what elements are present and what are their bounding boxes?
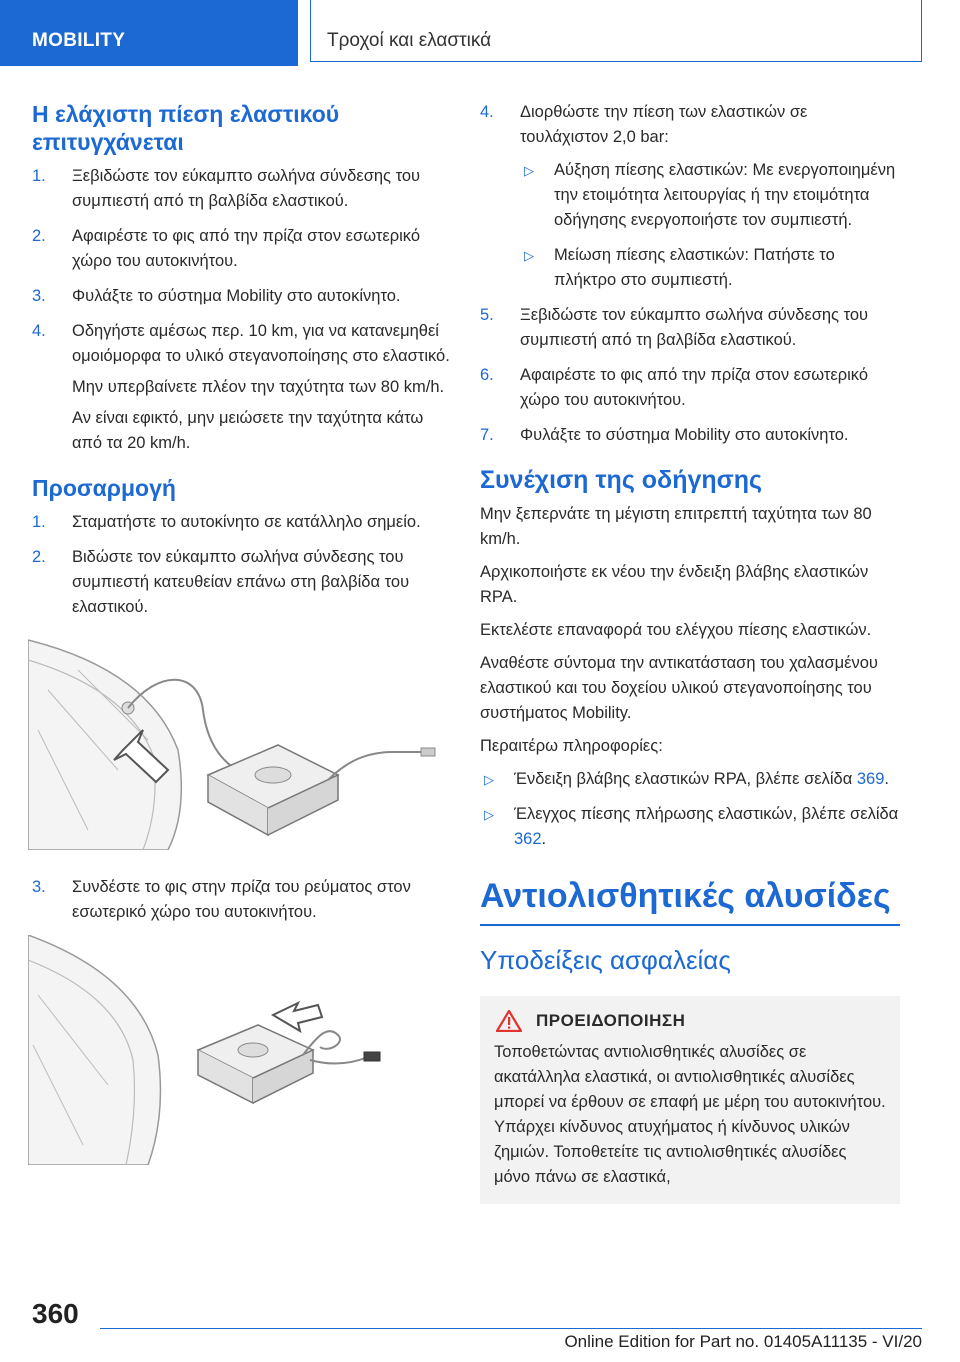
- reference-item: [480, 802, 900, 852]
- step-text: Ξεβιδώστε τον εύκαμπτο σωλήνα σύνδεσης του συμπιεστή από τη βαλβίδα ελαστικού.: [520, 306, 869, 349]
- illustration-power-socket: [28, 935, 448, 1170]
- step-number: 1.: [32, 513, 46, 531]
- warning-box: [480, 996, 900, 1204]
- page-link[interactable]: 369: [856, 770, 885, 788]
- list-item: [32, 875, 452, 925]
- bullet-item: [520, 243, 900, 293]
- list-item: [480, 100, 900, 293]
- step-number: 3.: [32, 878, 46, 896]
- paragraph: Εκτελέστε επαναφορά του ελέγχου πίεσης ελαστικών.: [480, 621, 872, 639]
- list-item: [32, 164, 452, 214]
- heading-snow-chains: Αντιολισθητικές αλυσίδες: [480, 877, 891, 915]
- section-tab[interactable]: MOBILITY: [0, 0, 298, 66]
- step-number: 1.: [32, 167, 46, 185]
- step-text: Συνδέστε το φις στην πρίζα του ρεύματος στον εσωτερικό χώρο του αυτοκινήτου.: [72, 878, 411, 921]
- list-item: [480, 423, 900, 448]
- heading-min-pressure: Η ελάχιστη πίεση ελαστικού επιτυγχάνεται: [32, 101, 340, 155]
- reference-end: .: [884, 770, 889, 788]
- steps-list-1: [32, 164, 452, 456]
- reference-text: Έλεγχος πίεσης πλήρωσης ελαστικών, βλέπε σελίδα: [514, 805, 899, 823]
- step-text: Οδηγήστε αμέσως περ. 10 km, για να κατανεμηθεί ομοιόμορφα το υλικό στεγανοποίησης στο ελαστικό.: [72, 322, 450, 365]
- warning-triangle-icon: [496, 1010, 522, 1032]
- step-text: Αφαιρέστε το φις από την πρίζα στον εσωτερικό χώρο του αυτοκινήτου.: [520, 366, 868, 409]
- bullet-item: [520, 158, 900, 233]
- reference-item: [480, 767, 900, 792]
- bullet-text: Μείωση πίεσης ελαστικών: Πατήστε το πλήκτρο στο συμπιεστή.: [554, 246, 835, 289]
- step-number: 4.: [32, 322, 46, 340]
- list-item: [32, 224, 452, 274]
- steps-list-2: [32, 510, 452, 620]
- list-item: [480, 303, 900, 353]
- illustration-valve-connection: [28, 630, 448, 855]
- step-note: Μην υπερβαίνετε πλέον την ταχύτητα των 80 km/h.: [72, 378, 445, 396]
- step-text: Φυλάξτε το σύστημα Mobility στο αυτοκίνητο.: [72, 287, 401, 305]
- warning-title: ΠΡΟΕΙΔΟΠΟΙΗΣΗ: [536, 1011, 686, 1030]
- heading-continue-driving: Συνέχιση της οδήγησης: [480, 466, 763, 494]
- bullet-text: Αύξηση πίεσης ελαστικών: Με ενεργοποιημένη την ετοιμότητα λειτουργίας ή την ετοιμότητα οδήγησης ενεργοποιήστε τον συμπιεστή.: [554, 161, 896, 229]
- list-item: [32, 545, 452, 620]
- chapter-title: Τροχοί και ελαστικά: [310, 0, 922, 62]
- left-column: [32, 100, 452, 1190]
- step-text: Ξεβιδώστε τον εύκαμπτο σωλήνα σύνδεσης του συμπιεστή από τη βαλβίδα ελαστικού.: [72, 167, 421, 210]
- footer-edition: Online Edition for Part no. 01405A11135 - VI/20: [564, 1332, 922, 1351]
- triangle-bullet-icon: ▷: [484, 772, 494, 787]
- page-header: [0, 0, 960, 66]
- sub-bullets: [520, 158, 900, 293]
- footer-divider: [100, 1328, 922, 1329]
- step-text: Αφαιρέστε το φις από την πρίζα στον εσωτερικό χώρο του αυτοκινήτου.: [72, 227, 420, 270]
- step-number: 2.: [32, 227, 46, 245]
- step-text: Διορθώστε την πίεση των ελαστικών σε τουλάχιστον 2,0 bar:: [520, 103, 808, 146]
- reference-text: Ένδειξη βλάβης ελαστικών RPA, βλέπε σελίδα: [514, 770, 857, 788]
- triangle-bullet-icon: ▷: [484, 807, 494, 822]
- step-number: 2.: [32, 548, 46, 566]
- reference-list: [480, 767, 900, 852]
- warning-header: [494, 1010, 886, 1032]
- triangle-bullet-icon: ▷: [524, 248, 534, 263]
- paragraph: Μην ξεπερνάτε τη μέγιστη επιτρεπτή ταχύτητα των 80 km/h.: [480, 505, 872, 548]
- warning-text: Τοποθετώντας αντιολισθητικές αλυσίδες σε ακατάλληλα ελαστικά, οι αντιολισθητικές αλυσίδες μπορεί να έρθουν σε επαφή με μέρη του αυτοκινήτου. Υπάρχει κίνδυνος ατυχήματος ή κίνδυνος υλικών ζημιών. Τοποθετείτε τις αντιολισθητικές αλυσίδες μόνο πάνω σε ελαστικά,: [494, 1043, 886, 1186]
- heading-safety-notes: Υποδείξεις ασφαλείας: [480, 945, 731, 975]
- paragraph: Περαιτέρω πληροφορίες:: [480, 737, 663, 755]
- step-number: 7.: [480, 426, 494, 444]
- paragraph: Αρχικοποιήστε εκ νέου την ένδειξη βλάβης ελαστικών RPA.: [480, 563, 869, 606]
- paragraph: Αναθέστε σύντομα την αντικατάσταση του χαλασμένου ελαστικού και του δοχείου υλικού στεγανοποίησης του συστήματος Mobility.: [480, 654, 878, 722]
- step-number: 6.: [480, 366, 494, 384]
- step-text: Βιδώστε τον εύκαμπτο σωλήνα σύνδεσης του συμπιεστή κατευθείαν επάνω στη βαλβίδα του ελαστικού.: [72, 548, 410, 616]
- step-text: Σταματήστε το αυτοκίνητο σε κατάλληλο σημείο.: [72, 513, 421, 531]
- right-column: [480, 100, 900, 1204]
- step-text: Φυλάξτε το σύστημα Mobility στο αυτοκίνητο.: [520, 426, 849, 444]
- list-item: [32, 510, 452, 535]
- reference-end: .: [541, 830, 547, 848]
- page-link[interactable]: 362: [514, 830, 542, 848]
- step-note: Αν είναι εφικτό, μην μειώσετε την ταχύτητα κάτω από τα 20 km/h.: [72, 409, 424, 452]
- list-item: [480, 363, 900, 413]
- step-number: 3.: [32, 287, 46, 305]
- step-number: 4.: [480, 103, 494, 121]
- divider: [480, 924, 900, 926]
- list-item: [32, 284, 452, 309]
- steps-list-4: [480, 100, 900, 448]
- step-number: 5.: [480, 306, 494, 324]
- heading-adjust: Προσαρμογή: [32, 475, 176, 501]
- list-item: [32, 319, 452, 456]
- steps-list-3: [32, 875, 452, 925]
- page-number: 360: [32, 1298, 79, 1329]
- triangle-bullet-icon: ▷: [524, 163, 534, 178]
